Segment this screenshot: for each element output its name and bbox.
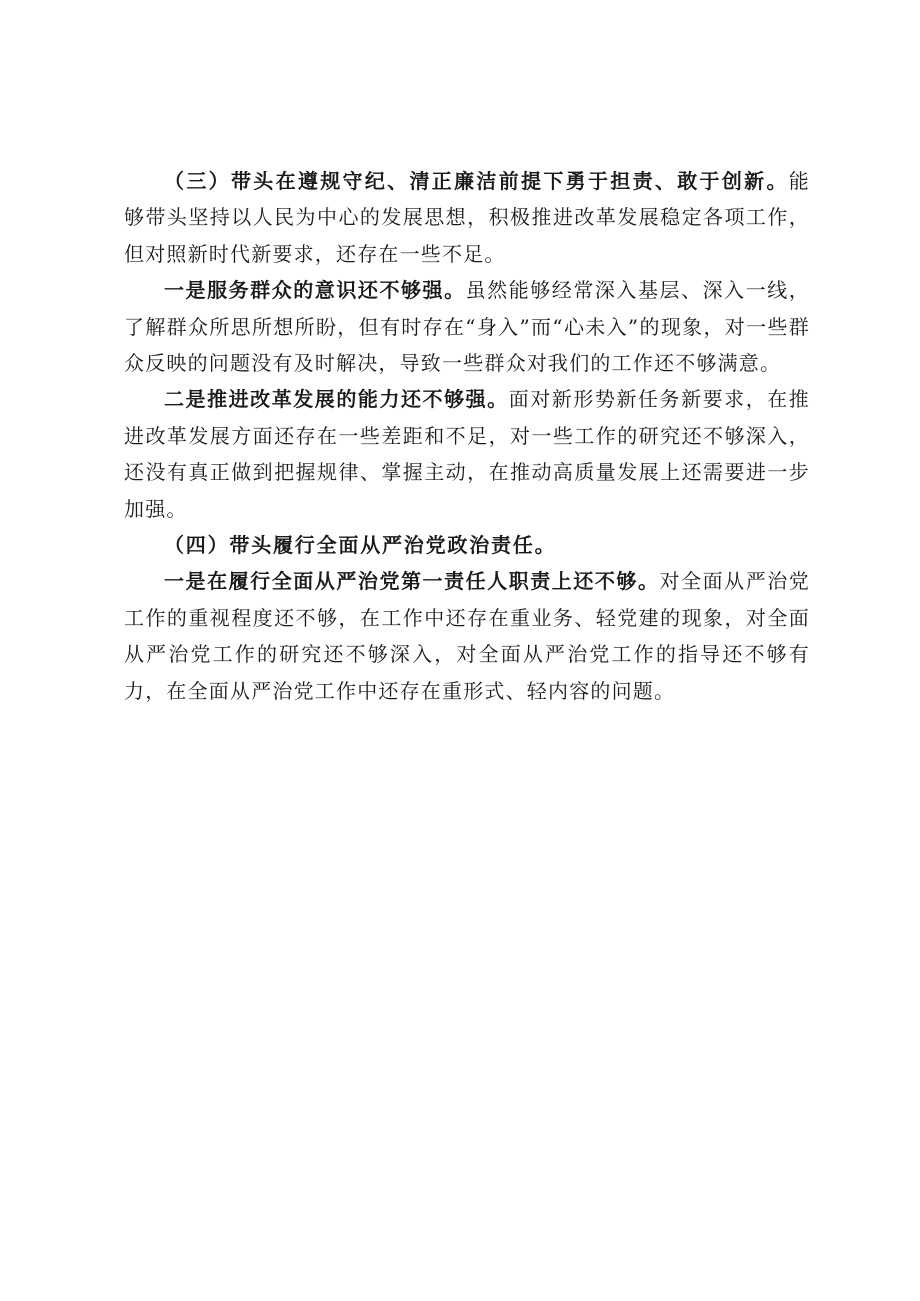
paragraph-point-2 — [124, 381, 810, 527]
point-1-body: 虽然能够经常深入基层、深入一线，了解群众所思所想所盼，但有时存在“身入”而“心未入”的现象，对一些群众反映的问题没有及时解决，导致一些群众对我们的工作还不够满意。 — [124, 278, 810, 376]
paragraph-point-3 — [124, 563, 810, 709]
point-3-body: 对全面从严治党工作的重视程度还不够，在工作中还存在重业务、轻党建的现象，对全面从严治党工作的研究还不够深入，对全面从严治党工作的指导还不够有力，在全面从严治党工作中还存在重形式、轻内容的问题。 — [124, 569, 810, 703]
section-3-body: 能够带头坚持以人民为中心的发展思想，积极推进改革发展稳定各项工作，但对照新时代新要求，还存在一些不足。 — [124, 169, 810, 266]
point-2-lead: 二是推进改革发展的能力还不够强。 — [164, 387, 509, 412]
paragraph-section-4 — [124, 527, 810, 563]
point-2-body: 面对新形势新任务新要求，在推进改革发展方面还存在一些差距和不足，对一些工作的研究还不够深入，还没有真正做到把握规律、掌握主动，在推动高质量发展上还需要进一步加强。 — [124, 387, 810, 521]
section-heading-3: （三）带头在遵规守纪、清正廉洁前提下勇于担责、敢于创新。 — [164, 169, 789, 193]
document-body — [124, 163, 810, 709]
point-1-lead: 一是服务群众的意识还不够强。 — [164, 278, 466, 303]
paragraph-point-1 — [124, 272, 810, 381]
paragraph-section-3 — [124, 163, 810, 272]
point-3-lead: 一是在履行全面从严治党第一责任人职责上还不够。 — [164, 569, 660, 594]
section-heading-4: （四）带头履行全面从严治党政治责任。 — [164, 533, 557, 558]
